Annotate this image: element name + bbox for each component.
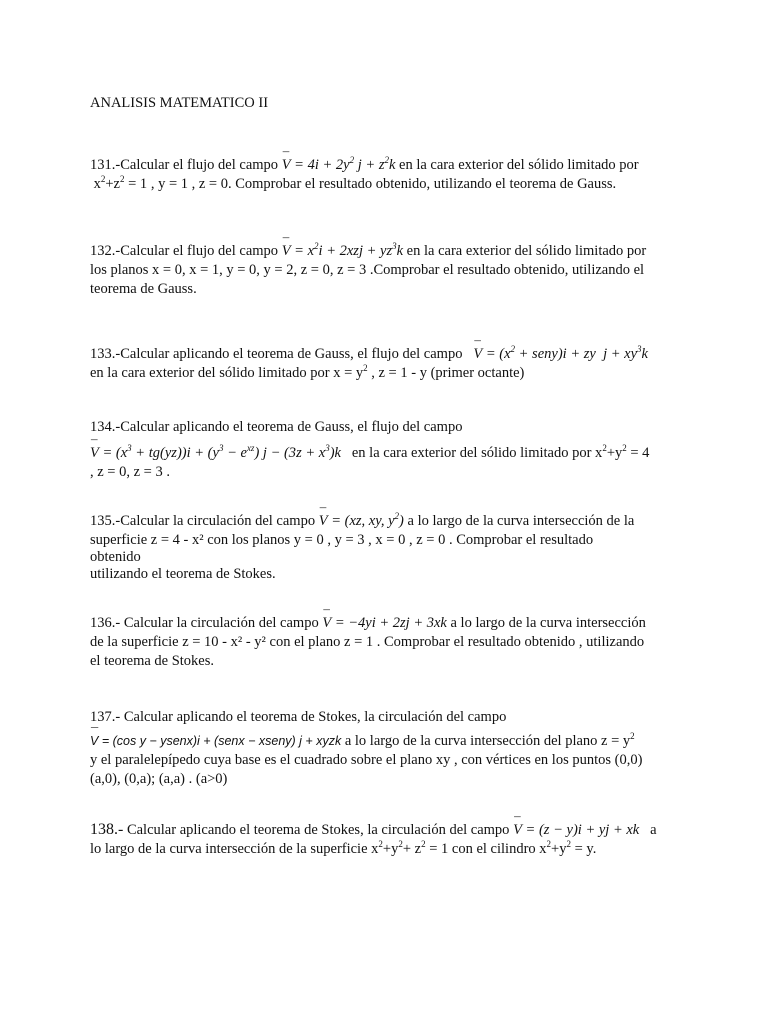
exercise-135-line-4: utilizando el teorema de Stokes. (90, 566, 276, 582)
exercise-136-line-1: 136.- Calcular la circulación del campo ¯ V = −4yi + 2zj + 3xk a lo largo de la curva intersección (90, 614, 690, 633)
field-formula: ¯ $V = (x^2$ + seny)i + zy $j + xy^3k$ (473, 346, 648, 362)
exercise-134-line-1: 134.-Calcular aplicando el teorema de Gauss, el flujo del campo (90, 419, 463, 435)
exercise-134-line-2: ¯ $V = (x^3 + tg(yz))i + (y^3 - e^{xz}) j - (3z + x^3)k$ en la cara exterior del sólido limitado por $x^2+y^2 = 4$ (90, 444, 690, 463)
field-formula: ¯ $V = (x^3 + tg(yz))i + (y^3 - e^{xz}) j - (3z + x^3)k$ (90, 445, 341, 461)
document-title: ANALISIS MATEMATICO II (90, 95, 269, 111)
exercise-132-line-2: los planos x = 0, x = 1, y = 0, y = 2, z = 0, z = 3 .Comprobar el resultado obtenido, utilizando el (90, 262, 645, 278)
exercise-136-line-3: el teorema de Stokes. (90, 653, 215, 669)
exercise-131-line-1: 131.-Calcular el flujo del campo ¯ $V = 4i + 2y^2$ $j + z^2k$ en la cara exterior del sólido limitado por (90, 156, 690, 175)
exercise-137 (90, 708, 690, 789)
exercise-137-line-4: (a,0), (0,a); (a,a) . (a>0) (90, 771, 228, 787)
exercise-135 (90, 512, 690, 584)
exercise-135-line-1: 135.-Calcular la circulación del campo ¯ V = (xz, xy, $y^2$) a lo largo de la curva intersección de la (90, 512, 690, 531)
exercise-133 (90, 345, 690, 383)
exercise-135-line-2: superficie z = 4 - x² con los planos y = 0 , y = 3 , x = 0 , z = 0 . Comprobar el resultado (90, 532, 594, 548)
field-formula: ¯ $V = 4i + 2y^2$ $j + z^2k$ (282, 157, 396, 173)
exercise-137-line-3: y el paralelepípedo cuya base es el cuadrado sobre el plano xy , con vértices en los puntos (0,0) (90, 752, 643, 768)
exercise-132 (90, 242, 690, 299)
field-formula: ¯ $V = x^2i + 2xzj + yz^3k$ (282, 243, 403, 259)
field-formula: ¯ V = −4yi + 2zj + 3xk (322, 615, 447, 631)
exercise-136-line-2: de la superficie z = 10 - x² - y² con el plano z = 1 . Comprobar el resultado obtenido , utilizando (90, 634, 645, 650)
field-formula: ¯ V = (z − y)i + yj + xk (513, 822, 639, 838)
exercise-133-line-2: en la cara exterior del sólido limitado por $x = y^2$ , z = 1 - y (primer octante) (90, 363, 525, 381)
exercise-136 (90, 614, 690, 671)
exercise-138-line-1: 138.- Calcular aplicando el teorema de Stokes, la circulación del campo ¯ V = (z − y)i + yj + xk a (90, 820, 690, 840)
field-formula: ¯ V = (cos y − ysenx)i + (senx − xseny) j + xyzk (90, 734, 341, 748)
exercise-134-line-3: , z = 0, z = 3 . (90, 464, 170, 480)
exercise-131 (90, 156, 690, 194)
exercise-134 (90, 418, 690, 482)
exercise-131-line-2: $x^2+z^2 = 1$ , y = 1 , z = 0. Comprobar el resultado obtenido, utilizando el teorema de Gauss. (90, 174, 617, 192)
exercise-138 (90, 820, 690, 859)
exercise-132-line-1: 132.-Calcular el flujo del campo ¯ $V = x^2i + 2xzj + yz^3k$ en la cara exterior del sólido limitado por (90, 242, 690, 261)
field-formula: ¯ V = (xz, xy, $y^2$) (319, 513, 404, 529)
exercise-135-line-3: obtenido (90, 549, 141, 565)
exercise-132-line-3: teorema de Gauss. (90, 281, 197, 297)
exercise-133-line-1: 133.-Calcular aplicando el teorema de Gauss, el flujo del campo ¯ $V = (x^2$ + seny)i + zy $j + xy^3k$ (90, 345, 690, 364)
exercise-137-line-1: 137.- Calcular aplicando el teorema de Stokes, la circulación del campo (90, 709, 507, 725)
exercise-137-line-2: ¯ V = (cos y − ysenx)i + (senx − xseny) j + xyzk a lo largo de la curva intersección del plano $z = y^2$ (90, 732, 690, 751)
exercise-138-line-2: lo largo de la curva intersección de la superficie $x^2+y^2+ z^2 = 1$ con el cilindro $x^2+y^2 = y$. (90, 839, 597, 857)
